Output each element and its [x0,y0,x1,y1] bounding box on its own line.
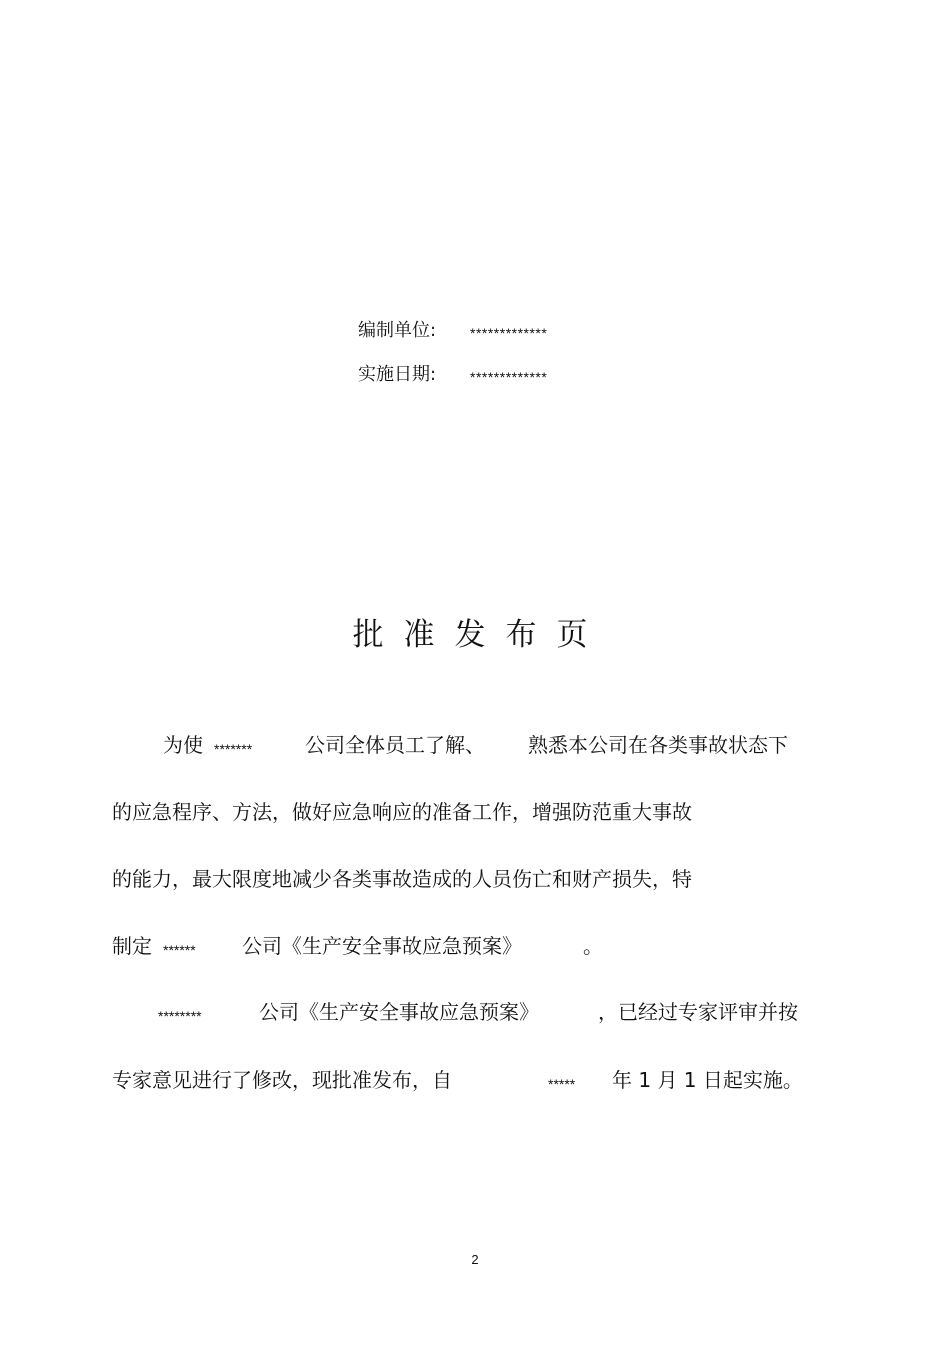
p2-line2-stars: ***** [548,1076,576,1092]
page-title: 批准发布页 [352,617,608,653]
p1-line3: 的能力，最大限度地减少各类事故造成的人员伤亡和财产损失，特 [112,867,692,891]
p1-line4-end: 。 [583,934,603,958]
p1-line4-stars: ****** [163,942,196,958]
p2-line2-start: 专家意见进行了修改，现批准发布，自 [112,1068,452,1092]
p2-line1-end: ，已经过专家评审并按 [598,1000,798,1024]
compiler-label: 编制单位: [358,320,437,341]
p1-line1-end: 熟悉本公司在各类事故状态下 [528,733,788,757]
p1-line2: 的应急程序、方法，做好应急响应的准备工作，增强防范重大事故 [112,800,692,824]
p1-line4-mid: 公司《生产安全事故应急预案》 [242,934,522,958]
p2-line1-mid: 公司《生产安全事故应急预案》 [259,1000,539,1024]
compiler-value: ************* [470,325,548,341]
p1-line1-mid: 公司全体员工了解、 [305,733,485,757]
date-value: ************* [470,369,548,385]
p1-line1-stars: ******* [214,741,253,757]
p1-line1-start: 为使 [163,733,203,757]
page-number: 2 [471,1252,479,1267]
p1-line4-start: 制定 [112,934,152,958]
p2-line2-end: 年 1 月 1 日起实施。 [612,1068,803,1092]
p2-line1-stars: ******** [158,1008,202,1024]
date-label: 实施日期: [358,364,437,385]
